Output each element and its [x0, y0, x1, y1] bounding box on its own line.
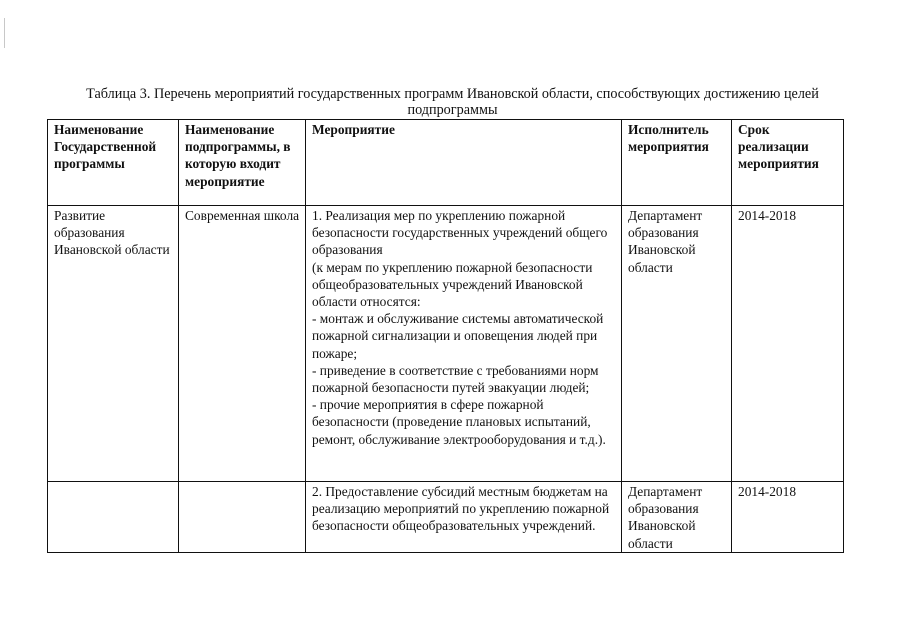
cell-executor: Департамент образования Ивановской области	[622, 482, 732, 553]
cell-program-empty	[48, 482, 179, 553]
header-executor: Исполнитель мероприятия	[622, 120, 732, 206]
header-subprogram: Наименование подпрограммы, в которую входит мероприятие	[179, 120, 306, 206]
cell-subprogram: Современная школа	[179, 206, 306, 482]
measures-table	[47, 119, 844, 553]
cell-measure: 1. Реализация мер по укреплению пожарной безопасности государственных учреждений общего образования (к мерам по укреплению пожарной безопасности общеобразовательных учреждений Ивановской области относятся: - монтаж и обслуживание системы автоматической пожарной сигнализации и оповещения людей при пожаре; - приведение в соответствие с требованиями норм пожарной безопасности путей эвакуации людей; - прочие мероприятия в сфере пожарной безопасности (проведение плановых испытаний, ремонт, обслуживание электрооборудования и т.д.).	[306, 206, 622, 482]
table-row	[48, 206, 844, 482]
table-row	[48, 482, 844, 553]
cell-term: 2014-2018	[732, 206, 844, 482]
cell-subprogram-empty	[179, 482, 306, 553]
table-header-row	[48, 120, 844, 206]
header-measure: Мероприятие	[306, 120, 622, 206]
table-caption: Таблица 3. Перечень мероприятий государственных программ Ивановской области, способствующих достижению целей подпрограммы	[86, 86, 819, 118]
cell-program: Развитие образования Ивановской области	[48, 206, 179, 482]
header-term: Срок реализации мероприятия	[732, 120, 844, 206]
cell-executor: Департамент образования Ивановской области	[622, 206, 732, 482]
header-program: Наименование Государственной программы	[48, 120, 179, 206]
cell-measure: 2. Предоставление субсидий местным бюджетам на реализацию мероприятий по укреплению пожарной безопасности общеобразовательных учреждений.	[306, 482, 622, 553]
scan-edge-mark	[4, 18, 5, 48]
cell-term: 2014-2018	[732, 482, 844, 553]
